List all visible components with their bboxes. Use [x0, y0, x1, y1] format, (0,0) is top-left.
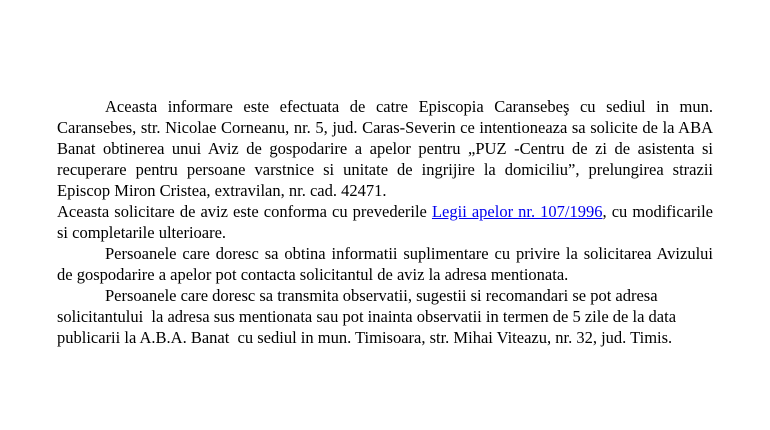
legal-basis-text-after: , cu modificarile si completarile ulterioare.: [57, 202, 718, 242]
paragraph-intro: Aceasta informare este efectuata de catre Episcopia Caransebeş cu sediul in mun. Caransebes, str. Nicolae Corneanu, nr. 5, jud. Caras-Severin ce intentioneaza sa solicite de la ABA Banat obtinerea unui Aviz de gospodarire a apelor pentru „PUZ -Centru de zi de asistenta si recuperare pentru persoane varstnice si unitate de ingrijire la domiciliu”, prelungirea strazii Episcop Miron Cristea, extravilan, nr. cad. 42471.: [57, 97, 718, 200]
paragraph-additional-info: Persoanele care doresc sa obtina informatii suplimentare cu privire la solicitarea Avizului de gospodarire a apelor pot contacta solicitantul de aviz la adresa mentionata.: [57, 244, 718, 284]
paragraph-legal-basis: [57, 201, 718, 243]
paragraph-observations: Persoanele care doresc sa transmita observatii, sugestii si recomandari se pot adresa solicitantului la adresa sus mentionata sau pot inainta observatii in termen de 5 zile de la data publicarii la A.B.A. Banat cu sediul in mun. Timisoara, str. Mihai Viteazu, nr. 32, jud. Timis.: [57, 286, 681, 347]
document-page: [57, 96, 718, 348]
legii-apelor-link[interactable]: Legii apelor nr. 107/1996: [431, 202, 603, 221]
legal-basis-text-before: Aceasta solicitare de aviz este conforma cu prevederile: [57, 202, 432, 221]
